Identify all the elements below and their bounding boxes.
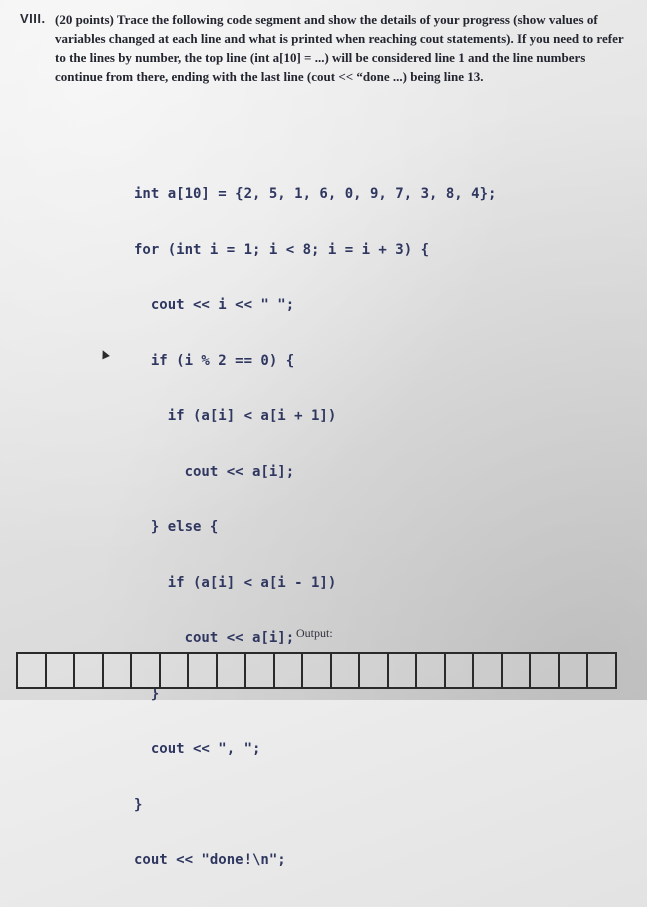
output-box[interactable] (47, 654, 76, 687)
output-box[interactable] (417, 654, 446, 687)
output-box[interactable] (303, 654, 332, 687)
code-line-12: } (134, 796, 143, 813)
output-label: Output: (296, 626, 333, 640)
output-box[interactable] (132, 654, 161, 687)
output-box[interactable] (246, 654, 275, 687)
output-box[interactable] (18, 654, 47, 687)
output-box[interactable] (332, 654, 361, 687)
code-line-10: } (134, 685, 160, 702)
output-box[interactable] (275, 654, 304, 687)
output-box[interactable] (360, 654, 389, 687)
output-box[interactable] (161, 654, 190, 687)
code-line-11: cout << ", "; (134, 741, 261, 757)
pointer-arrow-icon: ▲ (95, 344, 115, 365)
question-text (55, 10, 625, 86)
code-line-7: } else { (134, 519, 219, 535)
code-line-2: for (int i = 1; i < 8; i = i + 3) { (134, 241, 430, 258)
output-box[interactable] (189, 654, 218, 687)
code-line-8: if (a[i] < a[i - 1]) (134, 574, 337, 591)
output-box[interactable] (104, 654, 133, 687)
section-number: VIII. (20, 11, 46, 26)
question-instructions: Trace the following code segment and show the details of your progress (show values of variables changed at each line and what is printed when reaching cout statements). If you need to refer to the lines by number, the top line (int a[10] = ...) will be considered line 1 and the line numbers continue from there, ending with the last line (cout << “done ...) being line 13. (55, 12, 624, 84)
code-line-6: cout << a[i]; (134, 463, 295, 480)
output-box[interactable] (503, 654, 532, 687)
output-box[interactable] (75, 654, 104, 687)
code-line-1: int a[10] = {2, 5, 1, 6, 0, 9, 7, 3, 8, 4}; (134, 186, 497, 202)
code-line-13: cout << "done!\n"; (134, 852, 286, 868)
output-box[interactable] (389, 654, 418, 687)
code-line-3: cout << i << " "; (134, 297, 295, 313)
output-box[interactable] (218, 654, 247, 687)
code-segment (134, 148, 496, 907)
code-line-5: if (a[i] < a[i + 1]) (134, 408, 337, 424)
output-box[interactable] (531, 654, 560, 687)
output-answer-boxes (16, 652, 617, 689)
question-points: (20 points) (55, 12, 114, 27)
code-line-9: cout << a[i]; (134, 630, 295, 646)
output-box[interactable] (474, 654, 503, 687)
code-line-4: if (i % 2 == 0) { (134, 352, 295, 369)
output-box[interactable] (588, 654, 617, 687)
output-box[interactable] (446, 654, 475, 687)
output-box[interactable] (560, 654, 589, 687)
